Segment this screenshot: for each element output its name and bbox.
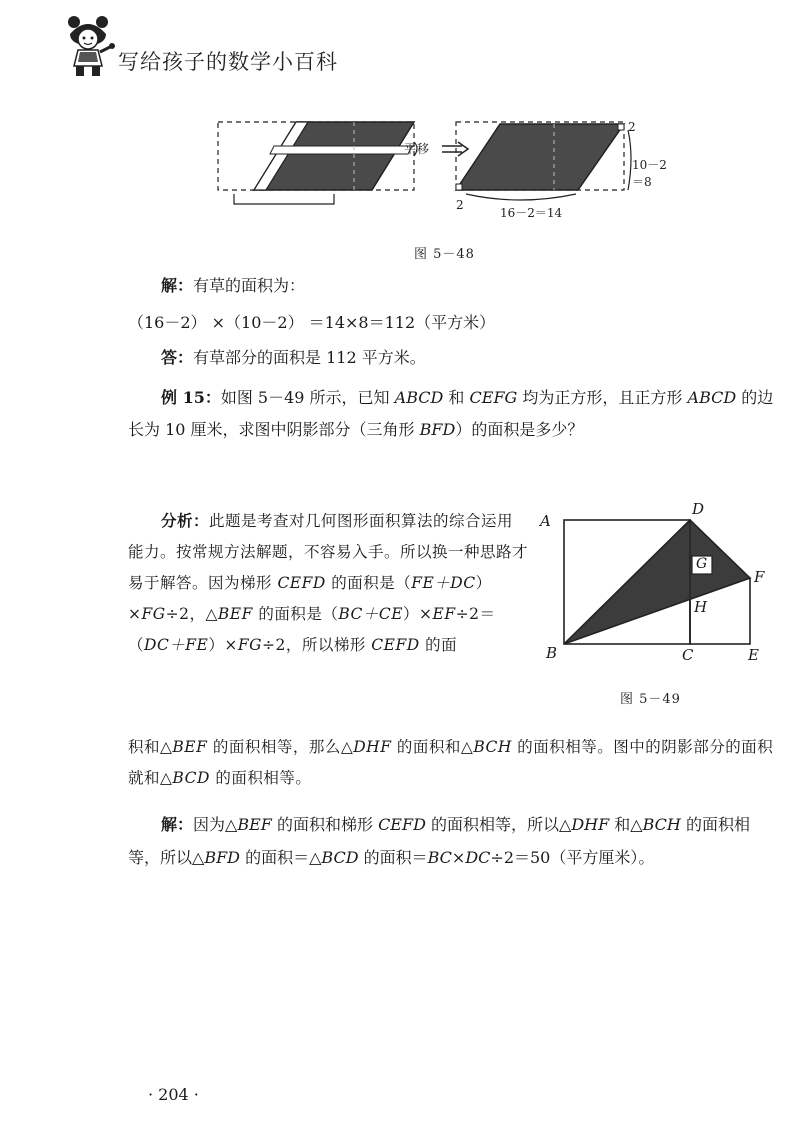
solution-equation: （16－2） ×（10－2） ＝14×8＝112（平方米） [128, 313, 496, 332]
solve-label: 解： [161, 276, 194, 295]
header-title: 写给孩子的数学小百科 [118, 50, 338, 74]
triangle-bfd [564, 520, 750, 644]
answer-label: 答： [161, 348, 194, 367]
label-top-right: 2 [628, 120, 637, 134]
label-h: H [694, 598, 708, 616]
figure-5-48 [210, 112, 670, 222]
solution-2-text: 解：因为△BEF 的面积和梯形 CEFD 的面积相等，所以△DHF 和△BCH 的面积相等，所以△BFD 的面积＝△BCD 的面积＝BC×DC÷2＝50（平方厘米）。 [128, 815, 750, 867]
analysis-text: 分析：此题是考查对几何图形面积算法的综合运用能力。按常规方法解题，不容易入手。所以换一种思路才易于解答。因为梯形 CEFD 的面积是（FE＋DC）×FG÷2，△BEF 的面积是（BC＋CE）×EF÷2＝（DC＋FE）×FG÷2，所以梯形 CEFD 的面 [128, 511, 529, 654]
shift-label: 平移 [404, 142, 431, 156]
figure-5-48-caption: 图 5－48 [414, 247, 475, 262]
figure-5-49-diagram [540, 500, 775, 670]
figure-5-49-caption: 图 5－49 [620, 692, 681, 707]
solve-label-2: 解： [161, 815, 194, 834]
right-parallelogram [456, 124, 624, 190]
label-e: E [748, 646, 759, 664]
figure-5-48-diagram [210, 112, 670, 222]
label-c: C [682, 646, 694, 664]
example-15-label: 例 15： [161, 388, 221, 407]
mascot-girl-icon [62, 12, 118, 80]
label-g: G [696, 556, 708, 572]
label-width: 16－2＝14 [500, 206, 563, 220]
label-b: B [546, 644, 558, 662]
page-number: · 204 · [148, 1085, 199, 1104]
label-bottom-left: 2 [456, 198, 465, 212]
label-f: F [754, 568, 765, 586]
answer-line: 答：有草部分的面积是 112 平方米。 [161, 348, 426, 367]
label-height: 10－2＝8 [632, 158, 667, 189]
horizontal-road [270, 146, 412, 154]
figure-5-49 [540, 500, 775, 670]
analysis-label: 分析： [161, 511, 210, 530]
example-15-text: 例 15：如图 5－49 所示，已知 ABCD 和 CEFG 均为正方形，且正方形 ABCD 的边长为 10 厘米，求图中阴影部分（三角形 BFD）的面积是多少？ [128, 388, 774, 439]
solution-line-1: 解：有草的面积为： [161, 276, 306, 295]
analysis-continuation: 积和△BEF 的面积相等，那么△DHF 的面积和△BCH 的面积相等。图中的阴影部分的面积就和△BCD 的面积相等。 [128, 738, 774, 787]
label-d: D [692, 500, 705, 518]
label-a: A [540, 512, 551, 530]
